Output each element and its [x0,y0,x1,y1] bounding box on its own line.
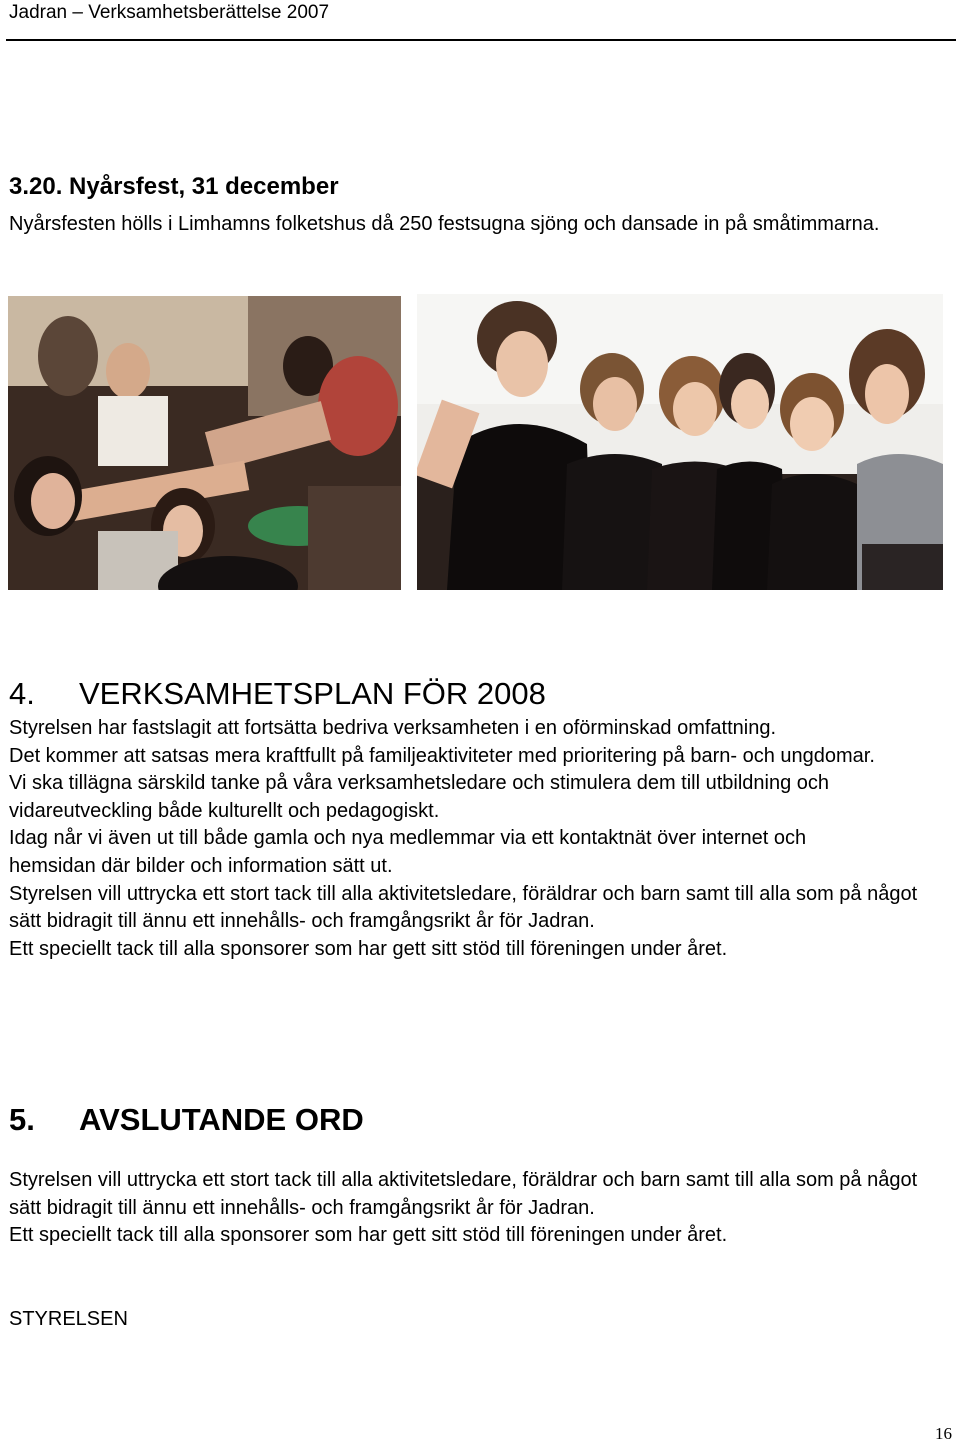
section-5-number: 5. [9,1102,35,1137]
page-number: 16 [935,1424,952,1443]
section-5-line: Ett speciellt tack till alla sponsorer som har gett sitt stöd till föreningen under året. [9,1224,728,1247]
section-5-heading [9,1102,364,1138]
section-4-line: Ett speciellt tack till alla sponsorer som har gett sitt stöd till föreningen under året. [9,937,728,960]
section-4-number: 4. [9,676,35,711]
dance-circle-photo [8,296,401,590]
section-4-line: Styrelsen har fastslagit att fortsätta bedriva verksamheten i en oförminskad omfattning. [9,717,777,739]
section-5-line: Styrelsen vill uttrycka ett stort tack till alla aktivitetsledare, föräldrar och barn samt till alla som på något sätt bidragit till ännu ett innehålls- och framgångsrikt år för Jadran. [9,1169,918,1219]
section-4-line: Vi ska tillägna särskild tanke på våra verksamhetsledare och stimulera dem till utbildning och vidareutveckling både kulturellt och pedagogiskt. [9,772,830,822]
section-4-heading [9,676,546,712]
signature: STYRELSEN [9,1308,128,1330]
header-rule [6,39,956,41]
section-4-title: VERKSAMHETSPLAN FÖR 2008 [79,676,546,711]
section-4-line: hemsidan där bilder och information sätt ut. [9,854,393,877]
section-3-20-paragraph: Nyårsfesten hölls i Limhamns folketshus då 250 festsugna sjöng och dansade in på småtimmarna. [9,213,880,235]
section-5-title: AVSLUTANDE ORD [79,1102,364,1137]
section-4-line: Det kommer att satsas mera kraftfullt på familjeaktiviteter med prioritering på barn- och ungdomar. [9,744,875,767]
section-5-body [9,1167,944,1250]
section-4-line: Idag når vi även ut till både gamla och nya medlemmar via ett kontaktnät över internet och [9,827,807,850]
section-4-line: Styrelsen vill uttrycka ett stort tack till alla aktivitetsledare, föräldrar och barn samt till alla som på något sätt bidragit till ännu ett innehålls- och framgångsrikt år för Jadran. [9,882,918,933]
running-header: Jadran – Verksamhetsberättelse 2007 [9,2,330,23]
section-3-20-heading: 3.20. Nyårsfest, 31 december [9,173,339,200]
section-4-body [9,715,944,963]
group-of-girls-photo [417,294,943,590]
